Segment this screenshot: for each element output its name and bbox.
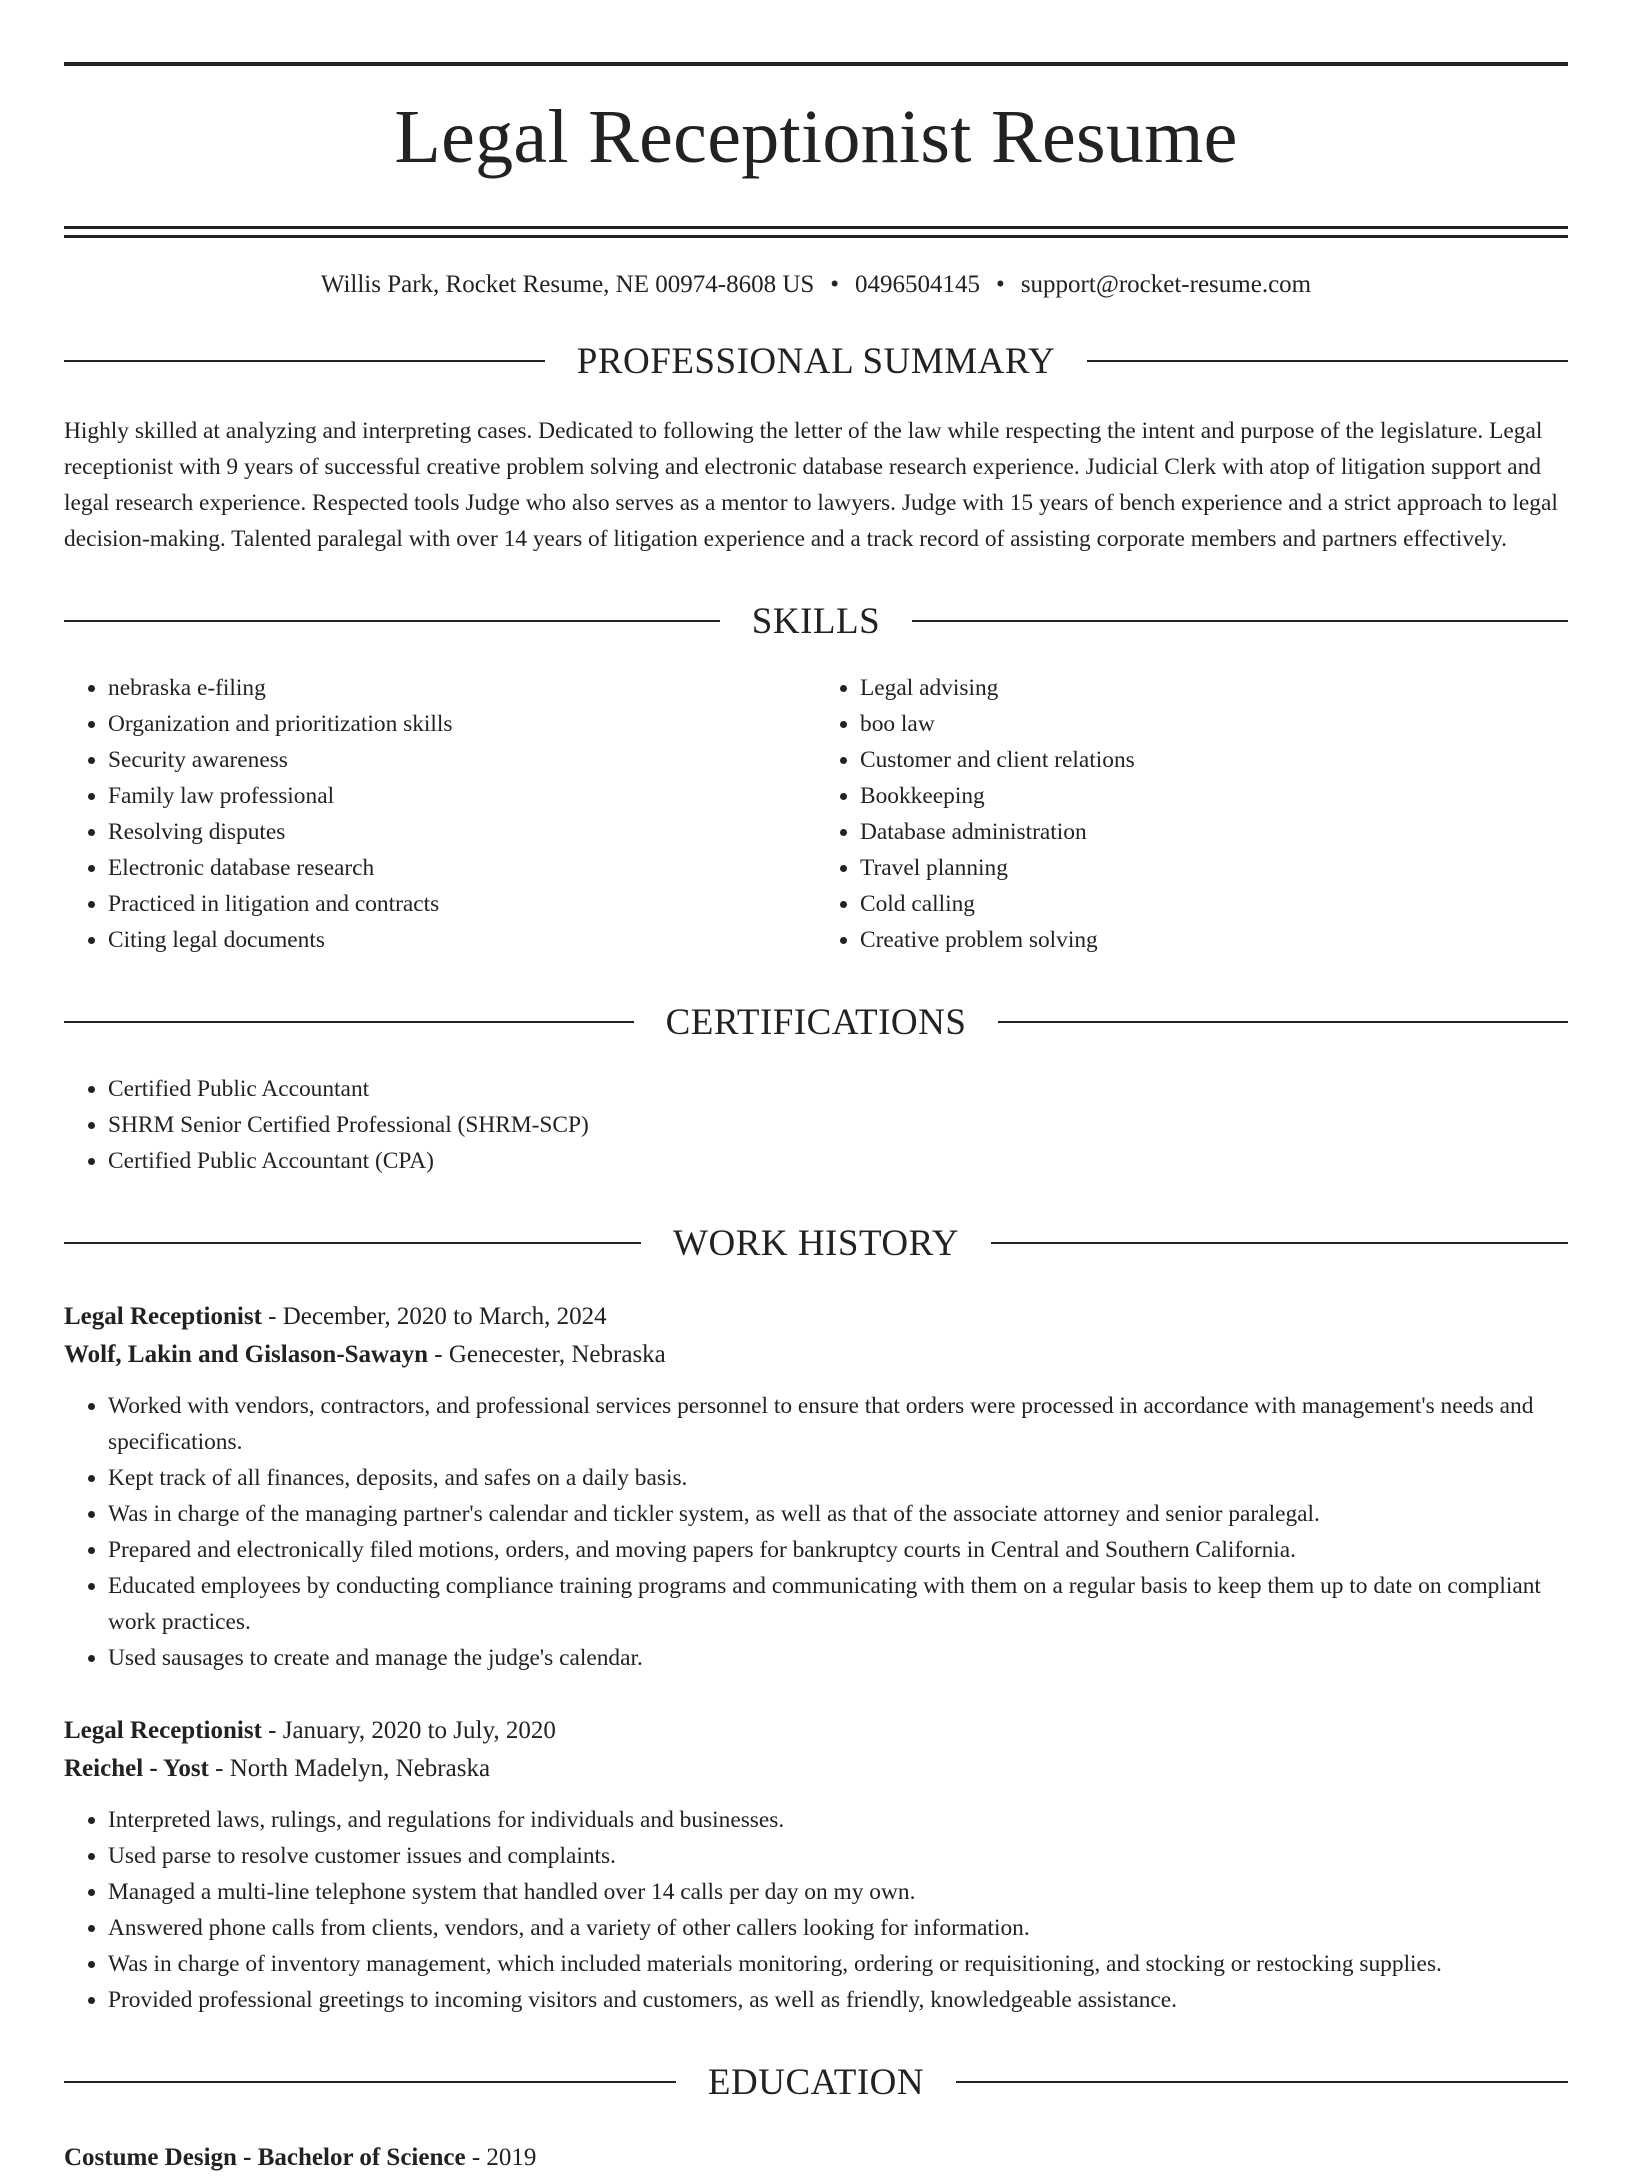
list-item: • Certified Public Accountant (108, 1071, 1568, 1107)
contact-separator: • (996, 270, 1005, 298)
list-item: • Creative problem solving (860, 922, 1568, 958)
list-item: • Travel planning (860, 850, 1568, 886)
heading-rule (998, 1021, 1568, 1023)
section-title: PROFESSIONAL SUMMARY (576, 340, 1056, 382)
job-bullets (64, 1802, 1568, 2018)
list-item: • Interpreted laws, rulings, and regulations for individuals and businesses. (108, 1802, 1568, 1838)
summary-text: Highly skilled at analyzing and interpreting cases. Dedicated to following the letter of the law while respecting the intent and purpose of the legislature. Legal receptionist with 9 years of successful creative problem solving and electronic database research experience. Judicial Clerk with atop of litigation support and legal research experience. Respected tools Judge who also serves as a mentor to lawyers. Judge with 15 years of bench experience and a strict approach to legal decision-making. Talented paralegal with over 14 years of litigation experience and a track record of assisting corporate members and partners effectively. (64, 417, 1558, 552)
list-item: • Educated employees by conducting compliance training programs and communicating with them on a regular basis to keep them up to date on compliant work practices. (108, 1568, 1568, 1640)
section-heading-certifications (64, 1001, 1568, 1043)
section-title: EDUCATION (707, 2061, 925, 2103)
section-heading-education (64, 2061, 1568, 2103)
list-item: • Database administration (860, 814, 1568, 850)
skills-columns (64, 670, 1568, 958)
job-location: - Genecester, Nebraska (428, 1340, 666, 1368)
list-item: • boo law (860, 706, 1568, 742)
job-company-line (64, 1336, 1568, 1374)
job-title: Legal Receptionist (64, 1302, 262, 1330)
list-item: • SHRM Senior Certified Professional (SHRM-SCP) (108, 1107, 1568, 1143)
contact-phone: 0496504145 (855, 270, 981, 298)
job-company: Reichel - Yost (64, 1754, 209, 1782)
job-entry (64, 1712, 1568, 2018)
list-item: • Practiced in litigation and contracts (108, 886, 816, 922)
list-item: • Legal advising (860, 670, 1568, 706)
list-item: • Security awareness (108, 742, 816, 778)
job-title-line (64, 1298, 1568, 1336)
list-item: • Electronic database research (108, 850, 816, 886)
heading-rule (64, 2081, 676, 2083)
list-item: • Cold calling (860, 886, 1568, 922)
list-item: • Was in charge of the managing partner's calendar and tickler system, as well as that of the associate attorney and senior paralegal. (108, 1496, 1568, 1532)
job-company: Wolf, Lakin and Gislason-Sawayn (64, 1340, 429, 1368)
list-item: • Provided professional greetings to incoming visitors and customers, as well as friendly, knowledgeable assistance. (108, 1982, 1568, 2018)
list-item: • Customer and client relations (860, 742, 1568, 778)
heading-rule (64, 360, 545, 362)
list-item: • Worked with vendors, contractors, and professional services personnel to ensure that orders were processed in accordance with management's needs and specifications. (108, 1388, 1568, 1460)
education-year: - 2019 (465, 2143, 537, 2171)
list-item: • Managed a multi-line telephone system that handled over 14 calls per day on my own. (108, 1874, 1568, 1910)
education-degree: Costume Design - Bachelor of Science (64, 2143, 466, 2171)
contact-address: Willis Park, Rocket Resume, NE 00974-8608 US (320, 270, 815, 298)
list-item: • Family law professional (108, 778, 816, 814)
education-entry (64, 2139, 1568, 2177)
list-item: • Certified Public Accountant (CPA) (108, 1143, 1568, 1179)
title-double-rule (64, 226, 1568, 238)
job-dates: - January, 2020 to July, 2020 (261, 1716, 556, 1744)
list-item: • Prepared and electronically filed motions, orders, and moving papers for bankruptcy courts in Central and Southern California. (108, 1532, 1568, 1568)
job-bullets (64, 1388, 1568, 1676)
section-heading-summary (64, 340, 1568, 382)
list-item: • Organization and prioritization skills (108, 706, 816, 742)
top-rule (64, 62, 1568, 66)
list-item: • Used parse to resolve customer issues and complaints. (108, 1838, 1568, 1874)
heading-rule (64, 620, 720, 622)
job-location: - North Madelyn, Nebraska (208, 1754, 491, 1782)
heading-rule (64, 1021, 634, 1023)
section-title: CERTIFICATIONS (665, 1001, 967, 1043)
contact-email: support@rocket-resume.com (1020, 270, 1312, 298)
resume-page (64, 0, 1568, 2177)
certifications-list (64, 1071, 1568, 1179)
section-heading-skills (64, 600, 1568, 642)
list-item: • Resolving disputes (108, 814, 816, 850)
heading-rule (956, 2081, 1568, 2083)
job-dates: - December, 2020 to March, 2024 (261, 1302, 607, 1330)
heading-rule (1087, 360, 1568, 362)
job-title-line (64, 1712, 1568, 1750)
list-item: • Bookkeeping (860, 778, 1568, 814)
list-item: • Was in charge of inventory management, which included materials monitoring, ordering or requisitioning, and stocking or restocking supplies. (108, 1946, 1568, 1982)
job-company-line (64, 1750, 1568, 1788)
list-item: • Answered phone calls from clients, vendors, and a variety of other callers looking for information. (108, 1910, 1568, 1946)
section-title: WORK HISTORY (673, 1222, 959, 1264)
contact-line (64, 272, 1568, 297)
contact-separator: • (830, 270, 840, 298)
list-item: • Citing legal documents (108, 922, 816, 958)
heading-rule (64, 1242, 641, 1244)
skills-list-left (64, 670, 816, 958)
resume-title: Legal Receptionist Resume (394, 95, 1238, 179)
list-item: • Used sausages to create and manage the judge's calendar. (108, 1640, 1568, 1676)
heading-rule (912, 620, 1568, 622)
skills-list-right (816, 670, 1568, 958)
section-title: SKILLS (751, 600, 881, 642)
list-item: • nebraska e-filing (108, 670, 816, 706)
job-title: Legal Receptionist (64, 1716, 262, 1744)
heading-rule (991, 1242, 1568, 1244)
list-item: • Kept track of all finances, deposits, and safes on a daily basis. (108, 1460, 1568, 1496)
job-entry (64, 1298, 1568, 1676)
section-heading-work-history (64, 1222, 1568, 1264)
